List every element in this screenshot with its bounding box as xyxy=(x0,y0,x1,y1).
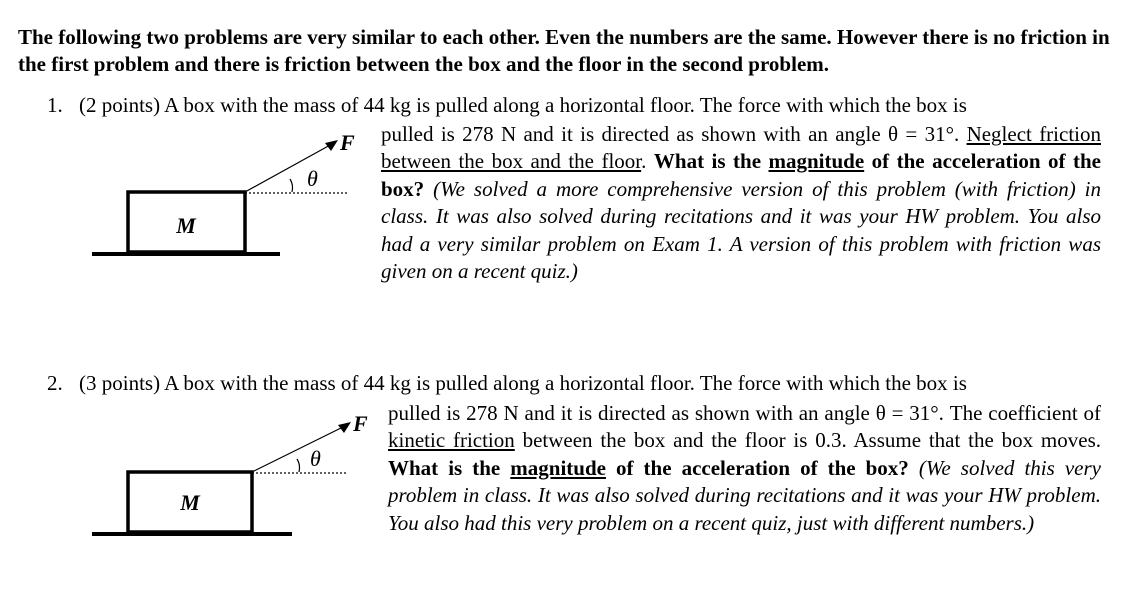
problem-1-note: (We solved a more comprehensive version of this problem (with friction) in class. It was also solved during recitations and it was your HW problem. You also had a very similar problem on Exam 1. A version of this problem with friction was given on a recent quiz.) xyxy=(381,176,1101,284)
force-arrowhead xyxy=(338,422,351,433)
angle-arc xyxy=(297,459,300,472)
intro-text: The following two problems are very similar to each other. Even the numbers are the same. However there is no friction in the first problem and there is friction between the box and the floor in the second problem. xyxy=(18,25,1110,76)
problem-2-number: 2. xyxy=(47,371,63,395)
force-vector-line xyxy=(252,426,345,472)
problem-2-note: (We solved this very problem in class. It was also solved during recitations and it was your HW problem. You also had this very problem on a recent quiz, just with different numbers.) xyxy=(388,455,1101,535)
angle-label: θ xyxy=(307,166,318,191)
problem-2-body: pulled is 278 N and it is directed as shown with an angle θ = 31°. The coefficient of kinetic friction between the box and the floor is 0.3. Assume that the box moves. What is the magnitude of the acceleration of the box? (We solved this very problem in class. It was also solved during recitations and it was your HW problem. You also had this very problem on a recent quiz, just with different numbers.) xyxy=(388,401,1101,535)
problem-1-diagram xyxy=(0,120,390,270)
problem-1-first-line xyxy=(47,92,967,119)
magnitude-emphasis: magnitude xyxy=(768,149,865,174)
force-arrowhead xyxy=(325,140,338,151)
angle-arc xyxy=(290,179,293,192)
problem-2-statement: (3 points) A box with the mass of 44 kg is pulled along a horizontal floor. The force with which the box is xyxy=(79,371,967,395)
problem-1-number: 1. xyxy=(47,93,63,117)
angle-label: θ xyxy=(310,446,321,471)
problem-2-first-line xyxy=(47,370,967,397)
problem-1-statement: (2 points) A box with the mass of 44 kg is pulled along a horizontal floor. The force with which the box is xyxy=(79,93,967,117)
problem-2-diagram xyxy=(0,400,390,550)
force-vector-line xyxy=(245,144,332,192)
force-label: F xyxy=(340,130,355,155)
problem-1-body: pulled is 278 N and it is directed as shown with an angle θ = 31°. Neglect friction between the box and the floor. What is the magnitude of the acceleration of the box? (We solved a more comprehensive version of this problem (with friction) in class. It was also solved during recitations and it was your HW problem. You also had a very similar problem on Exam 1. A version of this problem with friction was given on a recent quiz.) xyxy=(381,122,1101,284)
mass-label: M xyxy=(176,213,196,238)
magnitude-emphasis: magnitude xyxy=(510,455,606,480)
neglect-friction-text: Neglect friction between the box and the floor xyxy=(381,122,1101,174)
mass-label: M xyxy=(180,490,200,515)
kinetic-friction-text: kinetic friction xyxy=(388,428,515,453)
force-label: F xyxy=(353,411,368,436)
